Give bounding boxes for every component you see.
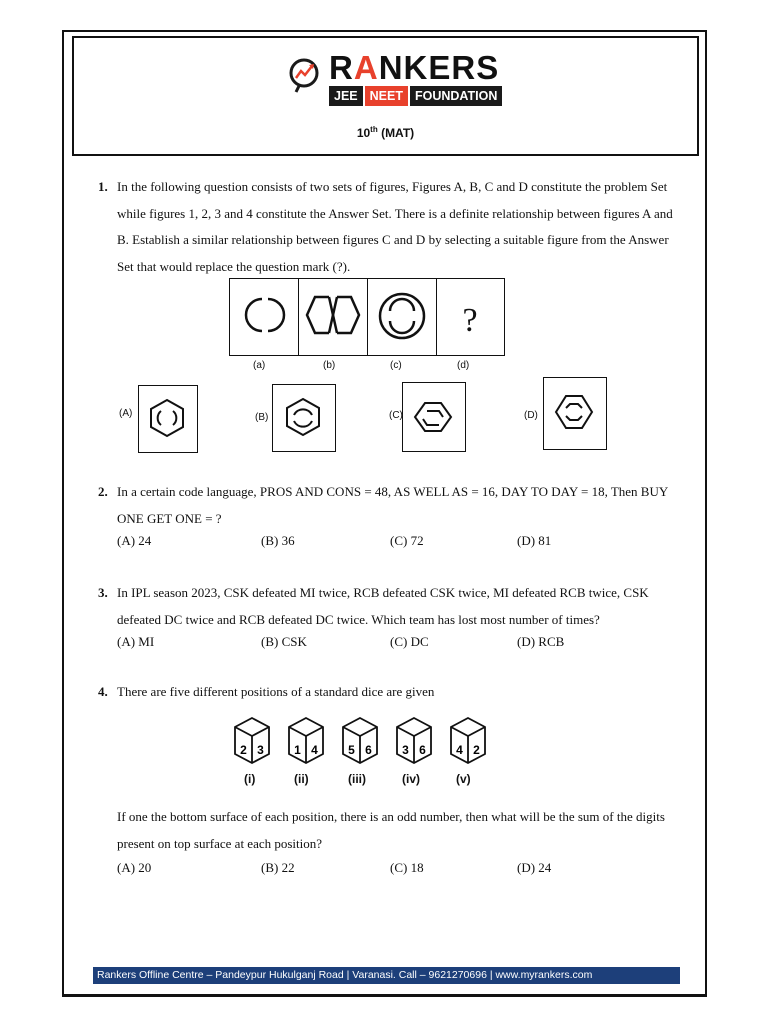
header [72, 36, 699, 156]
logo-wordmark: RANKERS [329, 49, 500, 86]
rankers-logo [287, 49, 500, 110]
option-b[interactable]: (B) CSK [261, 634, 307, 649]
dice-5 [448, 716, 488, 796]
option-d[interactable]: (D) 81 [517, 533, 552, 548]
question-2-options [117, 533, 677, 553]
option-a[interactable]: (A) MI [117, 634, 155, 649]
dice-face-left: 3 [402, 743, 409, 757]
figure-b [299, 279, 368, 355]
dice-3 [340, 716, 380, 796]
dice-face-left: 4 [456, 743, 463, 757]
bottom-rule [62, 996, 707, 997]
answer-figure-d[interactable] [543, 377, 607, 450]
dice-face-right: 6 [365, 743, 372, 757]
dice-face-left: 2 [240, 743, 247, 757]
dice-label: (i) [244, 772, 256, 786]
dice-label: (iv) [402, 772, 420, 786]
question-4-text: There are five different positions of a standard dice are given [117, 684, 435, 699]
dice-row [232, 716, 502, 796]
dice-face-right: 2 [473, 743, 480, 757]
answer-figure-c[interactable] [402, 382, 466, 452]
question-1: 1. In the following question consists of two sets of figures, Figures A, B, C and D constitute the problem Set while figures 1, 2, 3 and 4 constitute the Answer Set. There is a definite relationship between figures A and B. Establish a similar relationship between figures C and D by selecting a suitable figure from the Answer Set that would replace the question mark (?). [98, 174, 673, 280]
answer-label: (C) [389, 410, 403, 421]
option-a[interactable]: (A) 20 [117, 860, 152, 875]
figure-label: (d) [457, 360, 470, 371]
answer-label: (B) [255, 412, 269, 423]
dice-face-right: 3 [257, 743, 264, 757]
option-c[interactable]: (C) 72 [390, 533, 424, 548]
question-3: 3. In IPL season 2023, CSK defeated MI twice, RCB defeated CSK twice, MI defeated RCB twice, CSK defeated DC twice and RCB defeated DC twice. Which team has lost most number of times? [98, 580, 673, 633]
option-c[interactable]: (C) DC [390, 634, 429, 649]
question-4-options [117, 860, 677, 880]
dice-4 [394, 716, 434, 796]
dice-face-right: 6 [419, 743, 426, 757]
subject-title: 10th (MAT) [356, 125, 415, 140]
option-d[interactable]: (D) 24 [517, 860, 552, 875]
question-3-options [117, 634, 677, 654]
question-4-continued [98, 804, 673, 857]
dice-label: (iii) [348, 772, 366, 786]
dice-2 [286, 716, 326, 796]
figure-label: (c) [390, 360, 402, 371]
problem-figures [229, 278, 505, 356]
figure-d [437, 279, 504, 355]
dice-face-right: 4 [311, 743, 318, 757]
question-4: 4. There are five different positions of a standard dice are given [98, 679, 673, 706]
option-b[interactable]: (B) 36 [261, 533, 295, 548]
answer-label: (D) [524, 410, 538, 421]
question-mark: ? [462, 302, 478, 339]
question-4-text-2: If one the bottom surface of each position, there is an odd number, then what will be the sum of the digits present on top surface at each position? [117, 809, 665, 851]
question-2: 2. In a certain code language, PROS AND CONS = 48, AS WELL AS = 16, DAY TO DAY = 18, Then BUY ONE GET ONE = ? [98, 479, 673, 532]
question-2-text: In a certain code language, PROS AND CONS = 48, AS WELL AS = 16, DAY TO DAY = 18, Then BUY ONE GET ONE = ? [117, 484, 668, 526]
figure-label: (a) [253, 360, 266, 371]
option-d[interactable]: (D) RCB [517, 634, 565, 649]
chart-bubble-icon [287, 56, 321, 96]
dice-1 [232, 716, 272, 796]
option-a[interactable]: (A) 24 [117, 533, 152, 548]
figure-label: (b) [323, 360, 336, 371]
answer-figure-b[interactable] [272, 384, 336, 452]
dice-label: (v) [456, 772, 471, 786]
figure-a [230, 279, 299, 355]
dice-label: (ii) [294, 772, 309, 786]
question-3-text: In IPL season 2023, CSK defeated MI twice, RCB defeated CSK twice, MI defeated RCB twice, CSK defeated DC twice and RCB defeated DC twice. Which team has lost most number of times? [117, 585, 649, 627]
dice-face-left: 5 [348, 743, 355, 757]
answer-figure-a[interactable] [138, 385, 198, 453]
figure-c [368, 279, 437, 355]
option-c[interactable]: (C) 18 [390, 860, 424, 875]
question-1-text: In the following question consists of two sets of figures, Figures A, B, C and D constitute the problem Set while figures 1, 2, 3 and 4 constitute the Answer Set. There is a definite relationship between figures A and B. Establish a similar relationship between figures C and D by selecting a suitable figure from the Answer Set that would replace the question mark (?). [117, 179, 673, 274]
dice-face-left: 1 [294, 743, 301, 757]
option-b[interactable]: (B) 22 [261, 860, 295, 875]
footer-bar: Rankers Offline Centre – Pandeypur Hukulganj Road | Varanasi. Call – 9621270696 | www.myrankers.com [93, 967, 680, 984]
logo-tagline: JEE NEET FOUNDATION [329, 86, 502, 106]
answer-label: (A) [119, 408, 133, 419]
